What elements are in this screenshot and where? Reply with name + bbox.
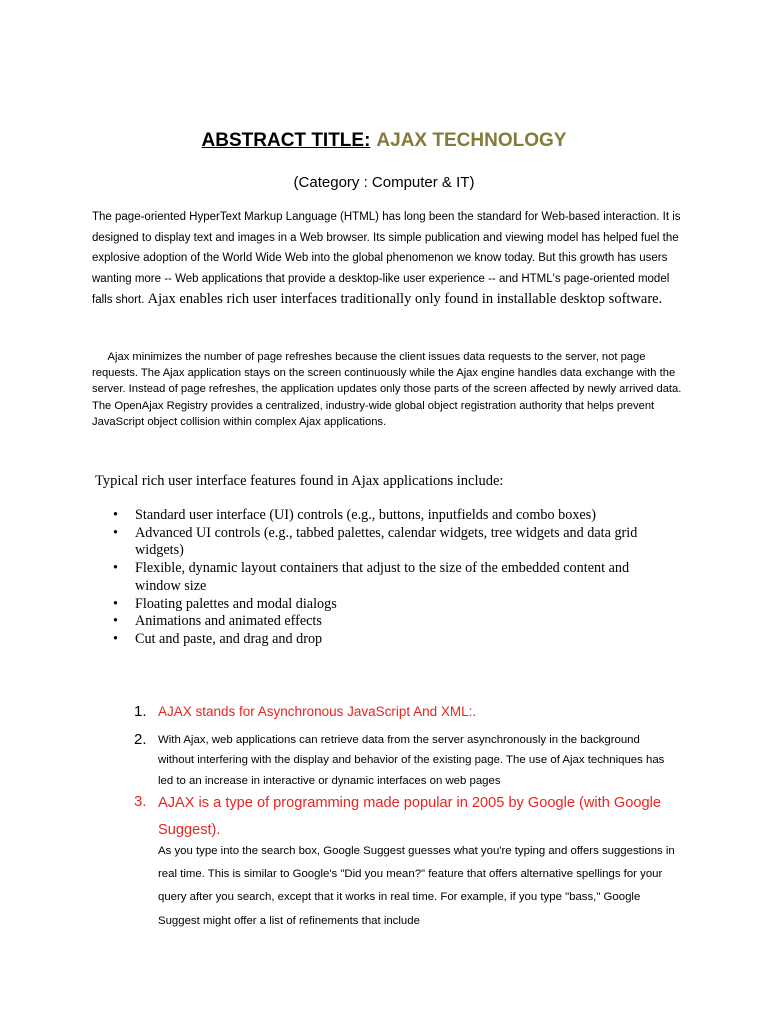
- bullet-icon: •: [113, 630, 118, 647]
- list-item: [113, 507, 673, 525]
- list-item: [113, 560, 673, 595]
- list-item: [113, 596, 673, 614]
- category-line: (Category : Computer & IT): [293, 174, 475, 191]
- list-item: [113, 613, 673, 631]
- list-item: [113, 525, 673, 560]
- bullet-icon: •: [113, 595, 118, 612]
- bullet-icon: •: [113, 613, 118, 630]
- google-suggest-paragraph: As you type into the search box, Google Suggest guesses what you're typing and offers suggestions in real time. This is similar to Google's "Did you mean?" feature that offers alternative spellings for your query after you search, except that it works in real time. For example, if you type "bass," Google Suggest might offer a list of refinements that include: [158, 845, 675, 927]
- feature-text: Flexible, dynamic layout containers that adjust to the size of the embedded content and window size: [135, 560, 630, 594]
- numbered-item-2-number: 2.: [134, 731, 147, 748]
- ajax-refresh-paragraph-text: Ajax minimizes the number of page refreshes because the client issues data requests to the server, not page requests. The Ajax application stays on the screen continuously while the Ajax engine handles data exchange with the server. Instead of page refreshes, the application updates only those parts of the screen affected by newly arrived data. The OpenAjax Registry provides a centralized, industry-wide global object registration authority that helps prevent JavaScript object collision within complex Ajax applications.: [92, 351, 682, 428]
- feature-text: Floating palettes and modal dialogs: [135, 595, 337, 612]
- numbered-item-3-text: AJAX is a type of programming made popular in 2005 by Google (with Google Suggest).: [158, 795, 661, 838]
- features-list: [113, 507, 673, 649]
- feature-text: Cut and paste, and drag and drop: [135, 630, 323, 647]
- feature-text: Standard user interface (UI) controls (e.g., buttons, inputfields and combo boxes): [135, 507, 596, 523]
- numbered-item-1-text: AJAX stands for Asynchronous JavaScript And XML:.: [158, 704, 477, 719]
- numbered-item-1-number: 1.: [134, 703, 147, 720]
- abstract-title-value: AJAX TECHNOLOGY: [376, 130, 567, 151]
- numbered-item-3-number: 3.: [134, 793, 147, 810]
- features-intro: Typical rich user interface features found in Ajax applications include:: [95, 473, 504, 489]
- intro-paragraph: [92, 207, 692, 311]
- numbered-item-2-text: With Ajax, web applications can retrieve data from the server asynchronously in the background without interfering with the display and behavior of the existing page. The use of Ajax techniques has led to an increase in interactive or dynamic interfaces on web pages: [158, 734, 665, 787]
- abstract-title-label: ABSTRACT TITLE:: [201, 130, 371, 151]
- intro-paragraph-serif-text: Ajax enables rich user interfaces traditionally only found in installable desktop software.: [147, 291, 663, 308]
- list-item: [113, 631, 673, 649]
- ajax-refresh-paragraph: [92, 349, 692, 430]
- feature-text: Animations and animated effects: [135, 613, 322, 630]
- feature-text: Advanced UI controls (e.g., tabbed palettes, calendar widgets, tree widgets and data grid widgets): [135, 524, 638, 559]
- abstract-title: [0, 127, 768, 155]
- bullet-icon: •: [113, 560, 118, 577]
- bullet-icon: •: [113, 524, 118, 541]
- bullet-icon: •: [113, 507, 118, 523]
- intro-paragraph-text: The page-oriented HyperText Markup Language (HTML) has long been the standard for Web-based interaction. It is designed to display text and images in a Web browser. Its simple publication and viewing model has helped fuel the explosive adoption of the World Wide Web into the global phenomenon we know today. But this growth has users wanting more -- Web applications that provide a desktop-like user experience -- and HTML's page-oriented model falls short.: [92, 211, 681, 307]
